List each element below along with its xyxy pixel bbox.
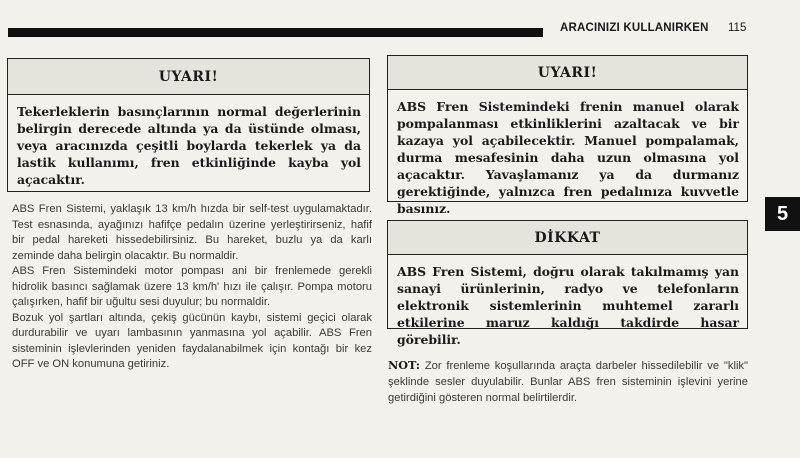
header-rule — [8, 28, 543, 37]
warning-box-tire-pressure — [7, 58, 370, 192]
warning-text: ABS Fren Sistemindeki frenin manuel olarak pompalanması etkinliklerini azaltacak ve bir kazaya yol açabilecektir. Manuel pompalamak, durma mesafesinin daha uzun olmasına yol açacaktır. Yavaşlamanız ya da durmanız gerektiğinde, yalnızca fren pedalınıza kuvvetle basınız. — [397, 99, 739, 216]
warning-box-manual-pumping — [387, 55, 748, 216]
page-number: 115 — [728, 22, 747, 34]
note-text: Zor frenleme koşullarında araçta darbeler hissedilebilir ve "klik" şeklinde sesler duyulabilir. Bunlar ABS fren sisteminin işlevini yerine getirdiğini gösteren normal belirtilerdir. — [388, 360, 748, 404]
caution-title: DİKKAT — [388, 221, 747, 255]
warning-title: UYARI! — [388, 56, 747, 90]
section-title: ARACINIZI KULLANIRKEN — [560, 22, 709, 34]
note — [388, 357, 748, 406]
body-paragraph: ABS Fren Sistemi, yaklaşık 13 km/h hızda bir self-test uygulamaktadır. Test esnasında, ayağınızı hafifçe pedalın üzerine yerleştirirseniz, hafif bir pedal hareketi hissedebilirsiniz. Bu hareket, buzlu ya da karlı zeminde daha belirgin olacaktır. Bu normaldir. — [12, 203, 372, 262]
warning-title: UYARI! — [8, 59, 369, 95]
note-label: NOT: — [388, 358, 421, 372]
abs-description — [12, 202, 372, 373]
chapter-tab: 5 — [765, 197, 800, 231]
caution-box — [387, 220, 748, 347]
warning-text: Tekerleklerin basınçlarının normal değerlerinin belirgin derecede altında ya da üstünde olması, veya aracınızda çeşitli boylarda tekerlek ya da lastik kullanımı, fren etkinliğinde kayba yol açacaktır. — [17, 104, 361, 187]
body-paragraph: ABS Fren Sistemindeki motor pompası ani bir frenlemede gerekli hidrolik basıncı sağlamak üzere 13 km/h' hızı ile çalışır. Pompa motoru çalışırken, hafif bir uğultu sesi duyulur; bu normaldir. — [12, 265, 372, 308]
caution-text: ABS Fren Sistemi, doğru olarak takılmamış yan sanayi ürünlerinin, radyo ve telefonların elektronik sistemlerinin muhtemel zararlı etkilerine maruz kaldığı takdirde hasar görebilir. — [397, 264, 739, 347]
body-paragraph: Bozuk yol şartları altında, çekiş gücünün kaybı, sistemi geçici olarak durdurabilir ve uyarı lambasının yanmasına yol açabilir. ABS Fren sisteminin işlevlerinden yeniden faydalanabilmek için kontağı bir kez OFF ve ON konumuna getiriniz. — [12, 311, 372, 370]
